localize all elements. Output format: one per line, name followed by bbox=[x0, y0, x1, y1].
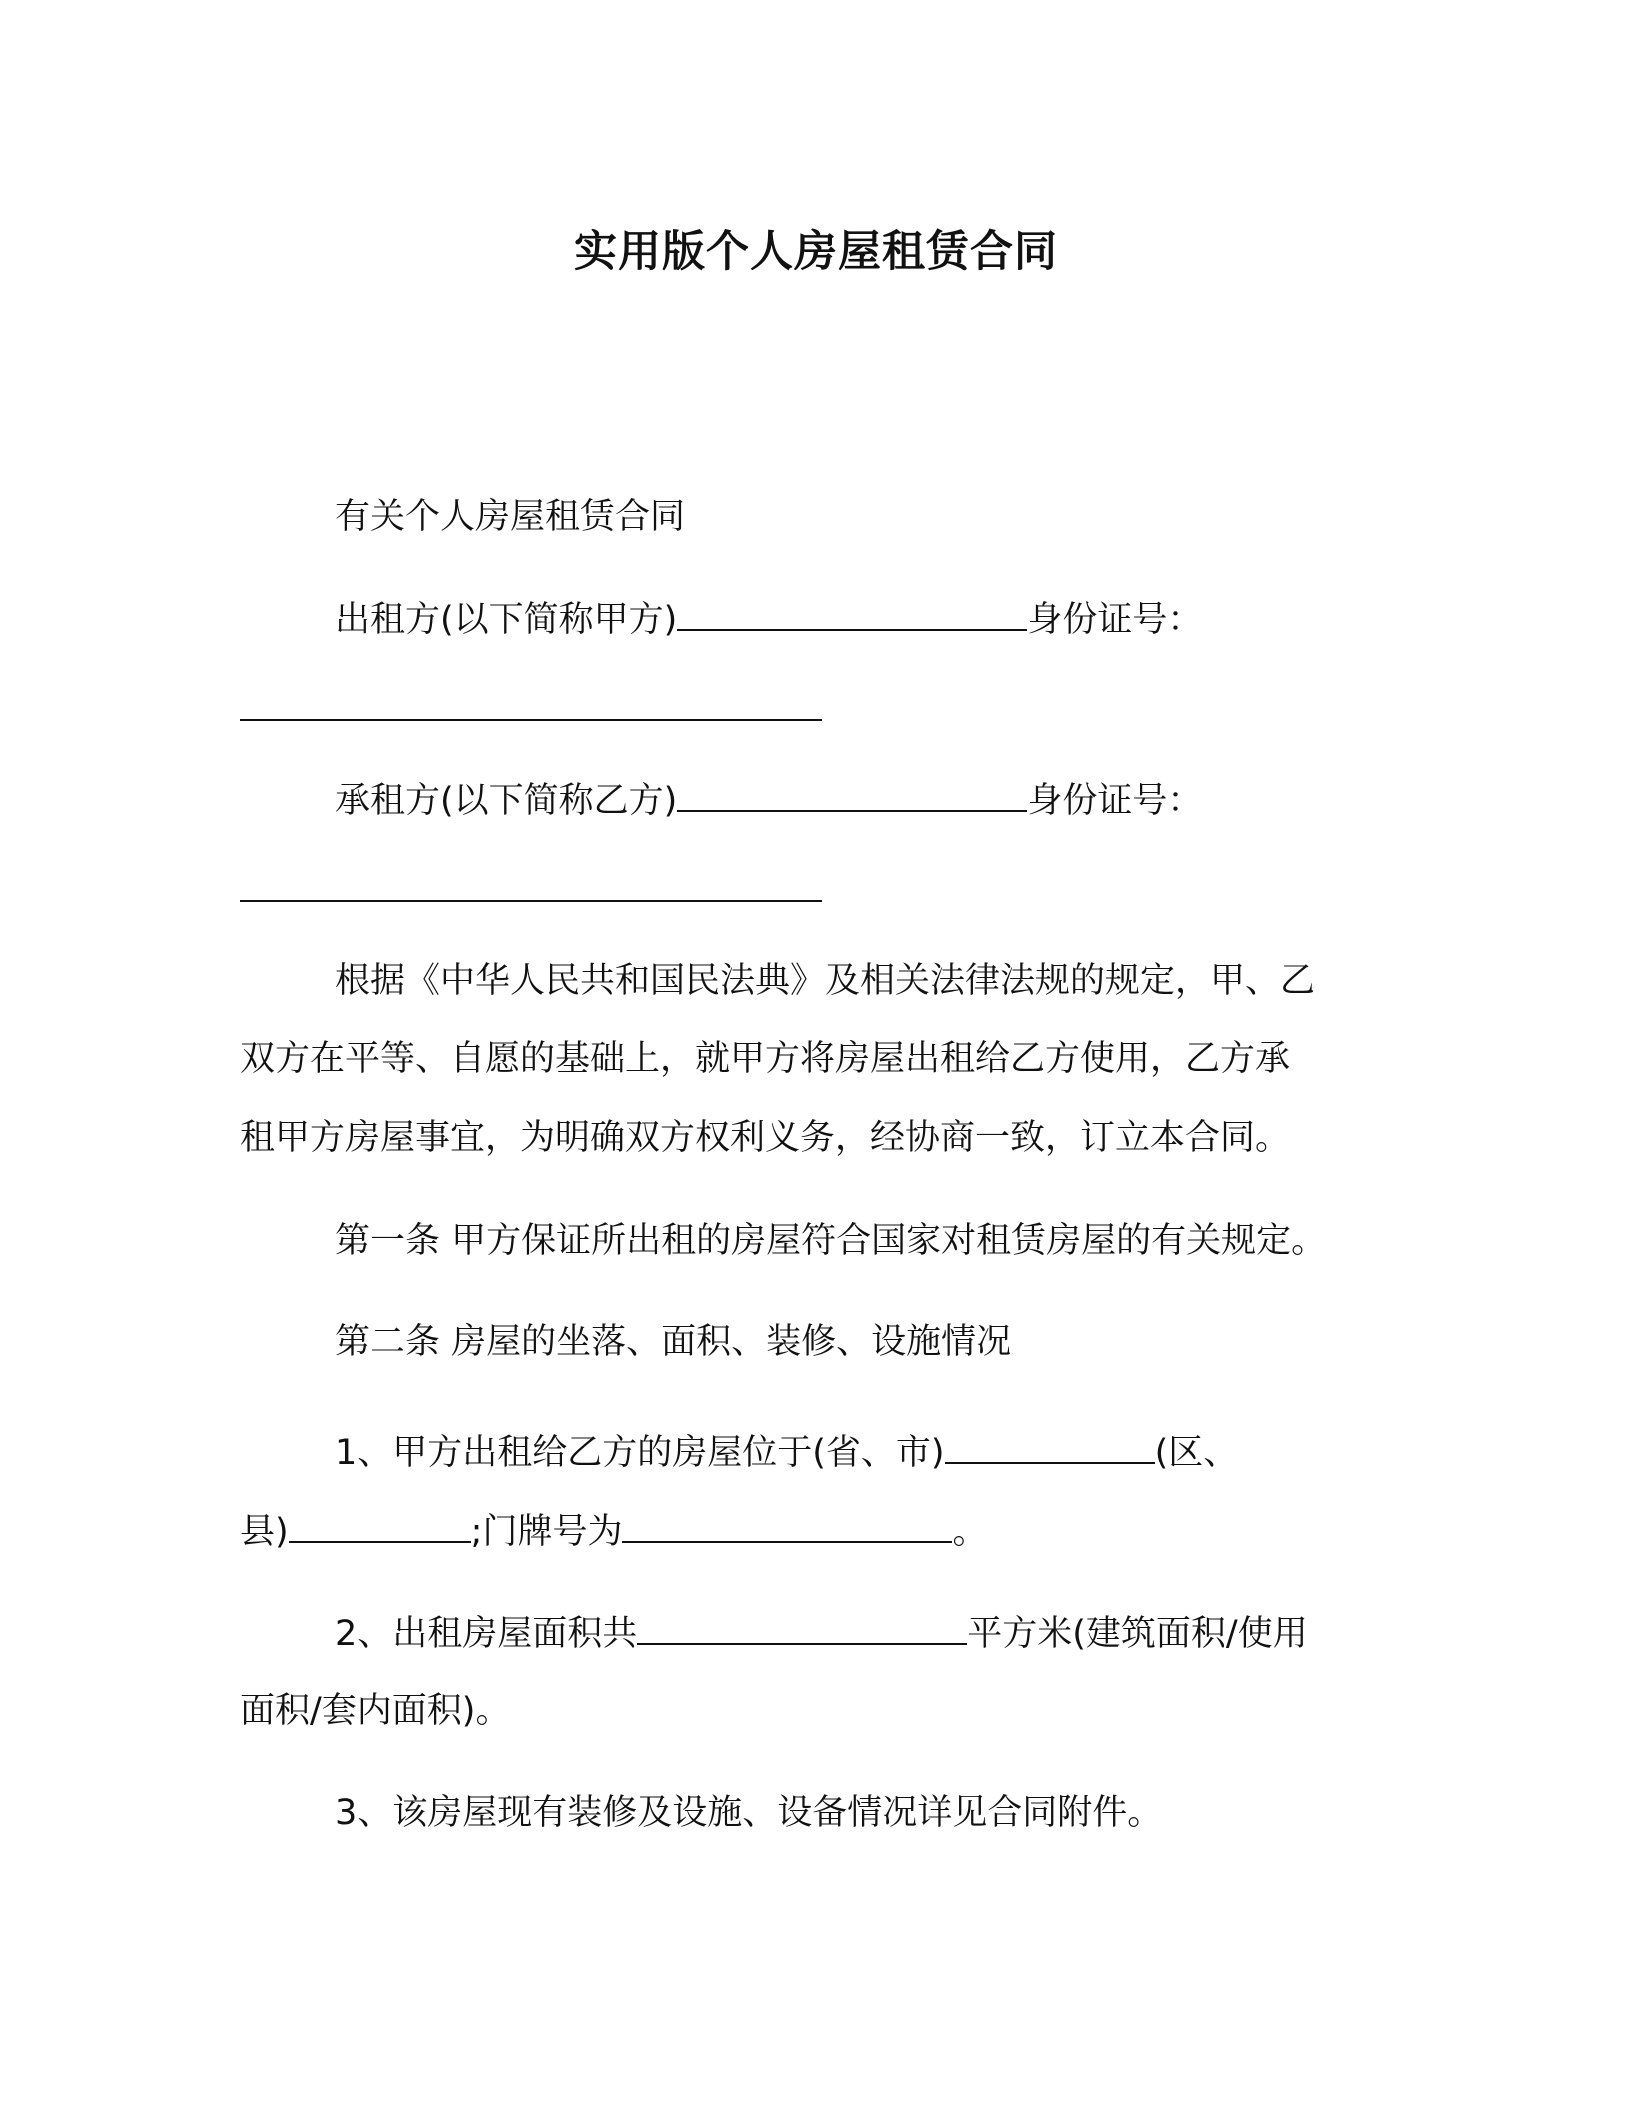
article-2-heading: 第二条 房屋的坐落、面积、装修、设施情况 bbox=[335, 1322, 1012, 1362]
article-2-item-2-line-2: 面积/套内面积)。 bbox=[240, 1691, 511, 1731]
lessor-line bbox=[335, 593, 1495, 645]
lessee-label: 承租方(以下简称乙方) bbox=[335, 781, 678, 821]
lessee-name-blank bbox=[677, 774, 1027, 812]
article-2-item-1-line-2 bbox=[240, 1505, 1400, 1557]
lessee-id-line bbox=[240, 864, 1400, 916]
district-county-blank bbox=[289, 1505, 471, 1543]
contract-subtitle: 有关个人房屋租赁合同 bbox=[335, 497, 686, 537]
article-2-item-2-line-1 bbox=[335, 1607, 1495, 1659]
lessor-name-blank bbox=[677, 593, 1027, 631]
lessor-id-blank bbox=[240, 683, 822, 721]
house-number-label: ;门牌号为 bbox=[470, 1512, 623, 1552]
county-label: 县) bbox=[240, 1512, 289, 1552]
province-city-blank bbox=[945, 1426, 1155, 1464]
item-1-end-mark: 。 bbox=[952, 1512, 988, 1552]
article-2-item-1-line-1 bbox=[335, 1426, 1495, 1478]
lessor-id-label: 身份证号： bbox=[1027, 600, 1203, 640]
preamble-line-3: 租甲方房屋事宜，为明确双方权利义务，经协商一致，订立本合同。 bbox=[240, 1118, 1291, 1158]
area-unit-label: 平方米(建筑面积/使用 bbox=[967, 1614, 1308, 1654]
lessee-id-blank bbox=[240, 864, 822, 902]
lessee-id-label: 身份证号： bbox=[1027, 781, 1203, 821]
article-2-item-3: 3、该房屋现有装修及设施、设备情况详见合同附件。 bbox=[335, 1793, 1163, 1833]
district-label: (区、 bbox=[1154, 1433, 1239, 1473]
preamble-line-1: 根据《中华人民共和国民法典》及相关法律法规的规定，甲、乙 bbox=[335, 961, 1316, 1001]
area-label: 2、出租房屋面积共 bbox=[335, 1614, 638, 1654]
lessor-label: 出租方(以下简称甲方) bbox=[335, 600, 678, 640]
area-blank bbox=[637, 1607, 967, 1645]
preamble-line-2: 双方在平等、自愿的基础上，就甲方将房屋出租给乙方使用，乙方承 bbox=[240, 1039, 1291, 1079]
location-label: 1、甲方出租给乙方的房屋位于(省、市) bbox=[335, 1433, 945, 1473]
article-1: 第一条 甲方保证所出租的房屋符合国家对租赁房屋的有关规定。 bbox=[335, 1221, 1327, 1261]
house-number-blank bbox=[622, 1505, 952, 1543]
lessor-id-line bbox=[240, 683, 1400, 735]
document-title: 实用版个人房屋租赁合同 bbox=[574, 227, 1058, 277]
lessee-line bbox=[335, 774, 1495, 826]
